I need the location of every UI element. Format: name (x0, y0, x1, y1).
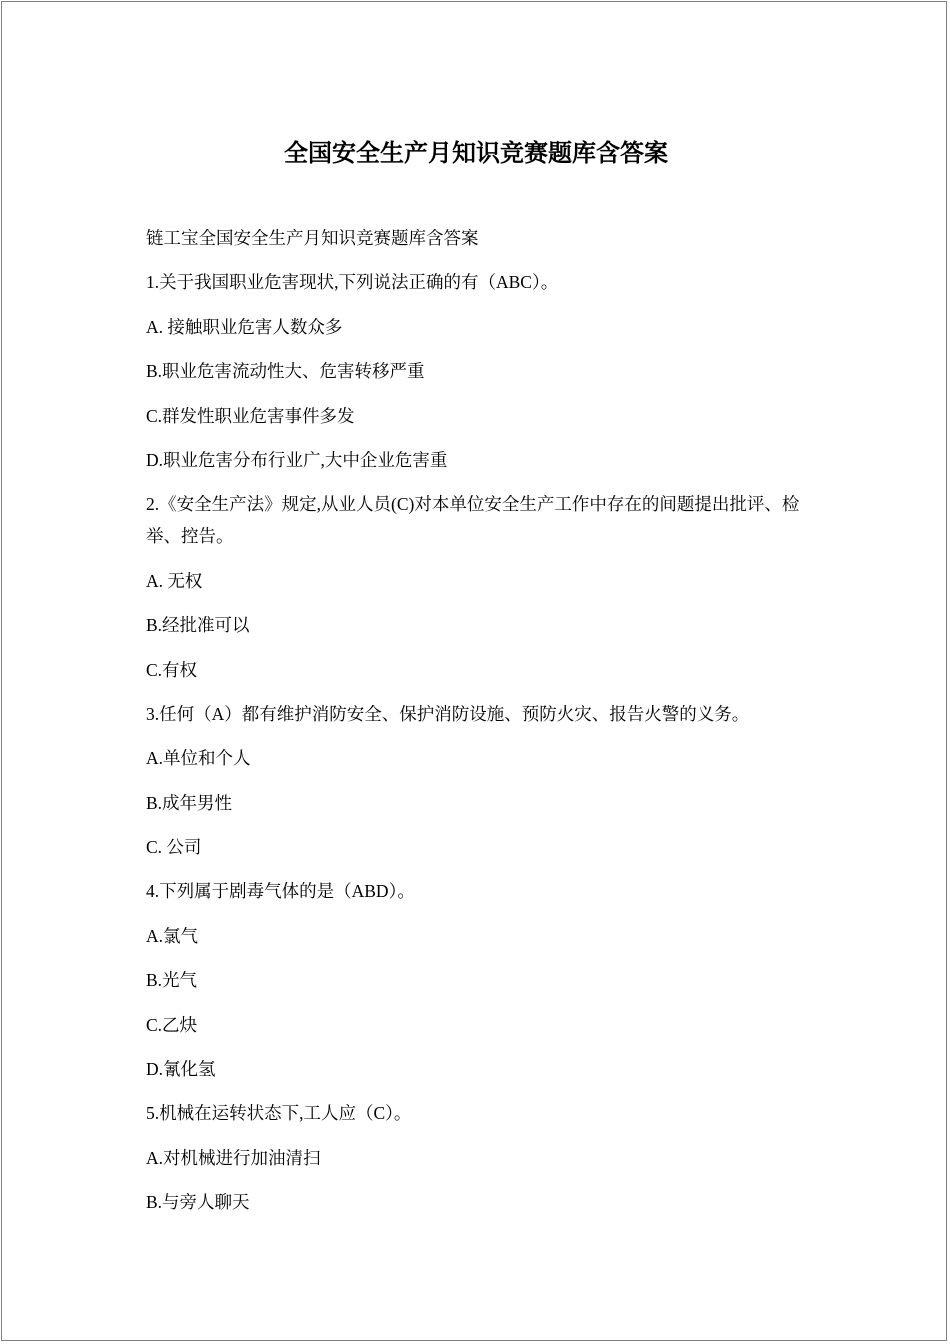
question-3: 3.任何（A）都有维护消防安全、保护消防设施、预防火灾、报告火警的义务。 (146, 703, 750, 724)
question-2: 2.《安全生产法》规定,从业人员(C)对本单位安全生产工作中存在的间题提出批评、检举、控告。 (146, 494, 800, 547)
question-3-option-c: C. 公司 (146, 837, 202, 858)
page-title: 全国安全生产月知识竞赛题库含答案 (284, 139, 668, 167)
question-1-option-c: C.群发性职业危害事件多发 (146, 405, 355, 426)
question-2-option-c: C.有权 (146, 659, 198, 680)
question-4-option-b: B.光气 (146, 970, 198, 991)
question-1-option-a: A. 接触职业危害人数众多 (146, 316, 343, 337)
question-5: 5.机械在运转状态下,工人应（C）。 (146, 1103, 412, 1124)
document-subtitle: 链工宝全国安全生产月知识竞赛题库含答案 (146, 228, 479, 248)
question-4: 4.下列属于剧毒气体的是（ABD）。 (146, 881, 415, 902)
question-2-option-a: A. 无权 (146, 570, 203, 591)
question-4-option-a: A.氯气 (146, 925, 199, 946)
question-5-option-a: A.对机械进行加油清扫 (146, 1147, 321, 1168)
question-4-option-c: C.乙炔 (146, 1014, 198, 1035)
question-1-option-d: D.职业危害分布行业广,大中企业危害重 (146, 449, 448, 470)
document-page (1, 1, 947, 1341)
question-1-option-b: B.职业危害流动性大、危害转移严重 (146, 361, 425, 382)
document-body (146, 222, 826, 1231)
question-4-option-d: D.氰化氢 (146, 1059, 216, 1080)
question-2-option-b: B.经批准可以 (146, 615, 250, 636)
question-3-option-a: A.单位和个人 (146, 748, 251, 769)
question-3-option-b: B.成年男性 (146, 792, 233, 813)
question-1: 1.关于我国职业危害现状,下列说法正确的有（ABC）。 (146, 272, 559, 293)
question-5-option-b: B.与旁人聊天 (146, 1192, 250, 1213)
